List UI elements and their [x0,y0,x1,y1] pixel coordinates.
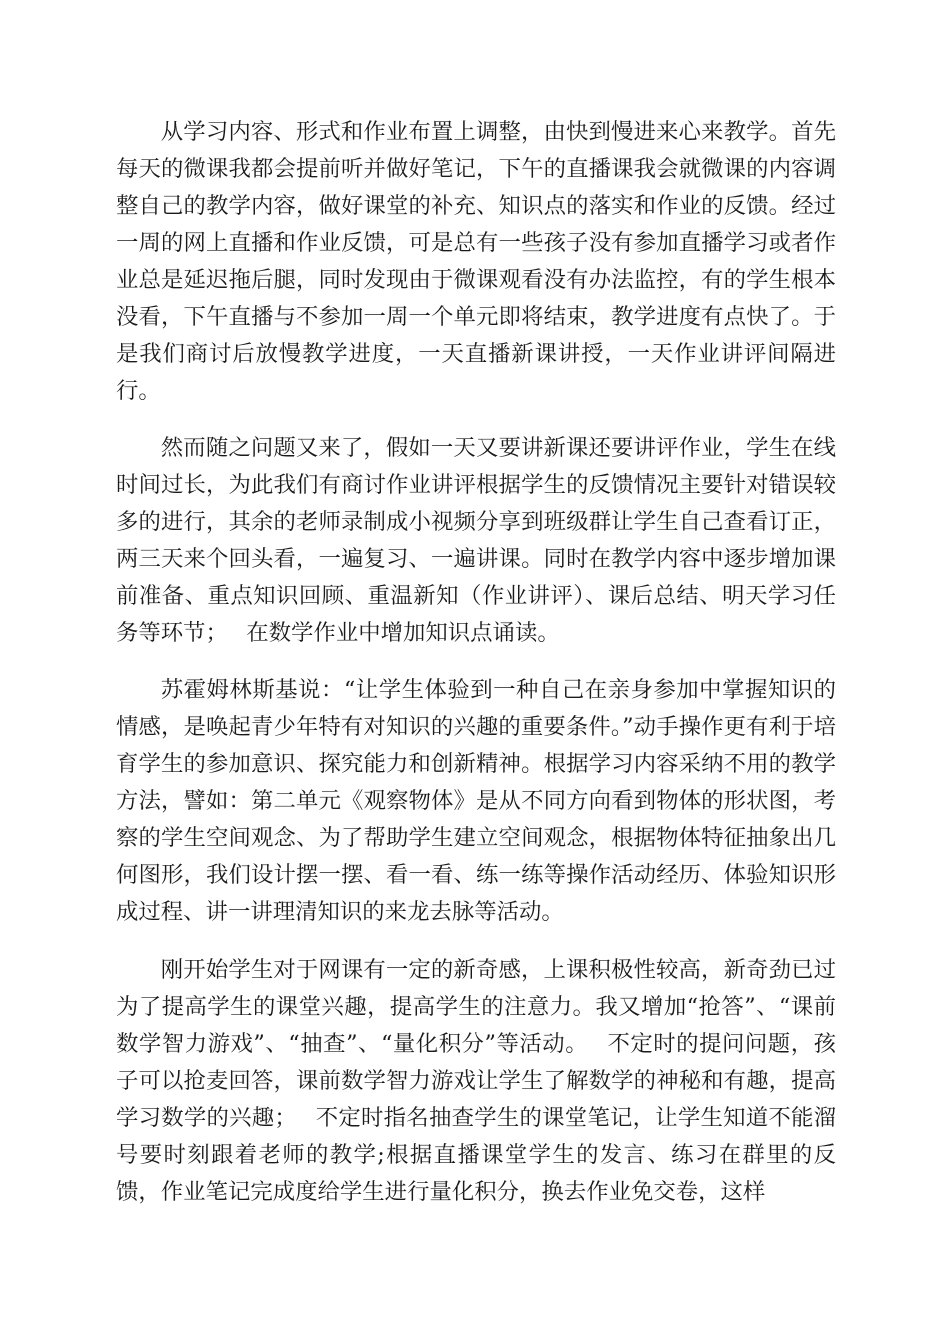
paragraph-2: 然而随之问题又来了，假如一天又要讲新课还要讲评作业，学生在线时间过长，为此我们有商讨作业讲评根据学生的反馈情况主要针对错误较多的进行，其余的老师录制成小视频分享到班级群让学生自己查看订正，两三天来个回头看，一遍复习、一遍讲课。同时在教学内容中逐步增加课前准备、重点知识回顾、重温新知（作业讲评）、课后总结、明天学习任务等环节； 在数学作业中增加知识点诵读。 [116,435,836,646]
paragraph-3: 苏霍姆林斯基说：“让学生体验到一种自己在亲身参加中掌握知识的情感，是唤起青少年特有对知识的兴趣的重要条件。”动手操作更有利于培育学生的参加意识、探究能力和创新精神。根据学习内容采纳不用的教学方法，譬如：第二单元《观察物体》是从不同方向看到物体的形状图，考察的学生空间观念、为了帮助学生建立空间观念，根据物体特征抽象出几何图形，我们设计摆一摆、看一看、练一练等操作活动经历、体验知识形成过程、讲一讲理清知识的来龙去脉等活动。 [116,677,836,925]
paragraph-1: 从学习内容、形式和作业布置上调整，由快到慢进来心来教学。首先每天的微课我都会提前听并做好笔记，下午的直播课我会就微课的内容调整自己的教学内容，做好课堂的补充、知识点的落实和作业的反馈。经过一周的网上直播和作业反馈，可是总有一些孩子没有参加直播学习或者作业总是延迟拖后腿，同时发现由于微课观看没有办法监控，有的学生根本没看，下午直播与不参加一周一个单元即将结束，教学进度有点快了。于是我们商讨后放慢教学进度，一天直播新课讲授，一天作业讲评间隔进行。 [116,119,836,404]
paragraph-4: 刚开始学生对于网课有一定的新奇感，上课积极性较高，新奇劲已过为了提高学生的课堂兴趣，提高学生的注意力。我又增加“抢答”、“课前数学智力游戏”、“抽查”、“量化积分”等活动。 不定时的提问问题，孩子可以抢麦回答，课前数学智力游戏让学生了解数学的神秘和有趣，提高学习数学的兴趣； 不定时指名抽查学生的课堂笔记，让学生知道不能溜号要时刻跟着老师的教学;根据直播课堂学生的发言、练习在群里的反馈，作业笔记完成度给学生进行量化积分，换去作业免交卷，这样 [116,957,836,1205]
